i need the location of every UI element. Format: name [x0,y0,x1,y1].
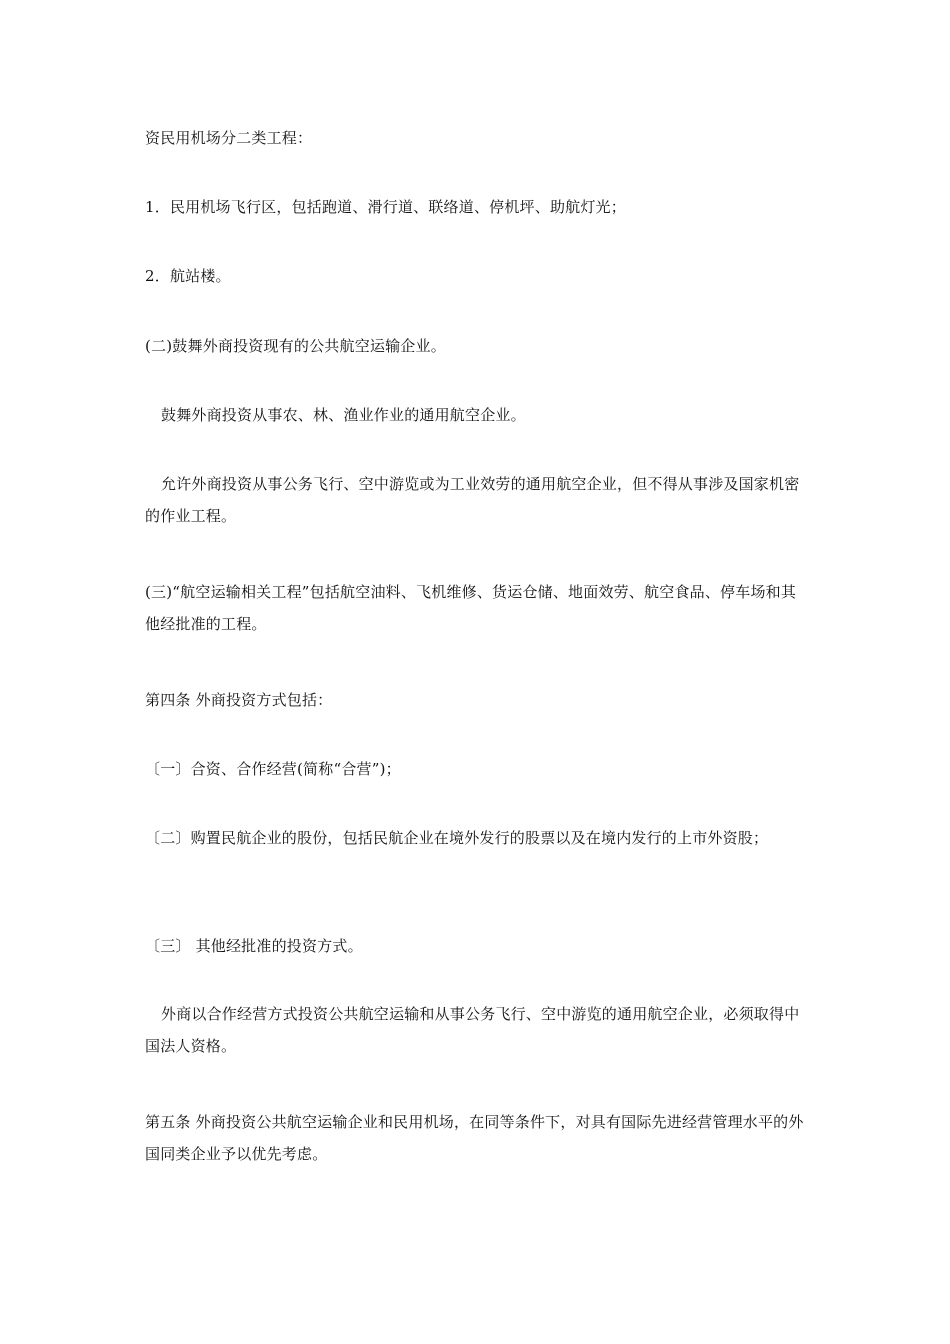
paragraph-method-2: 〔二〕购置民航企业的股份，包括民航企业在境外发行的股票以及在境内发行的上市外资股； [145,829,769,847]
paragraph-cooperation: 外商以合作经营方式投资公共航空运输和从事公务飞行、空中游览的通用航空企业，必须取得中国法人资格。 [145,1005,800,1055]
paragraph-section-2: (二)鼓舞外商投资现有的公共航空运输企业。 [145,337,446,355]
paragraph-allow: 允许外商投资从事公务飞行、空中游览或为工业效劳的通用航空企业，但不得从事涉及国家机密的作业工程。 [145,475,800,525]
paragraph-section-3: (三)“航空运输相关工程”包括航空油料、飞机维修、货运仓储、地面效劳、航空食品、停车场和其他经批准的工程。 [145,583,797,633]
paragraph-intro: 资民用机场分二类工程： [145,129,313,147]
paragraph-method-3: 〔三〕 其他经批准的投资方式。 [145,937,363,955]
paragraph-encourage: 鼓舞外商投资从事农、林、渔业作业的通用航空企业。 [161,406,526,424]
paragraph-method-1: 〔一〕合资、合作经营(简称“合营”)； [145,760,401,778]
paragraph-item-1: 1．民用机场飞行区，包括跑道、滑行道、联络道、停机坪、助航灯光； [145,198,626,216]
paragraph-article-4: 第四条 外商投资方式包括： [145,691,333,709]
paragraph-article-5: 第五条 外商投资公共航空运输企业和民用机场，在同等条件下，对具有国际先进经营管理水平的外国同类企业予以优先考虑。 [145,1113,804,1163]
paragraph-item-2: 2．航站楼。 [145,267,231,285]
